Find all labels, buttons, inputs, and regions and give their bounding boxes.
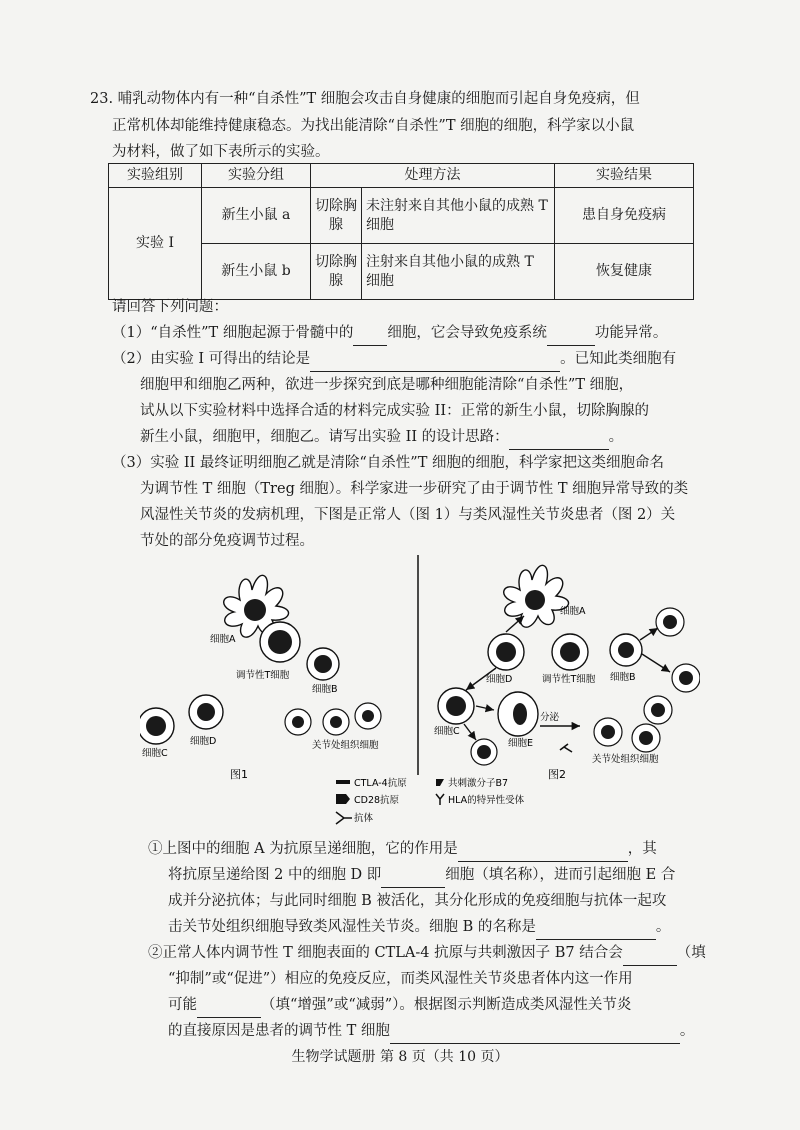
fig2-small-cell-icon <box>471 739 497 765</box>
fig2-dendritic-cell-icon <box>504 565 569 627</box>
answer-blank[interactable] <box>509 431 609 450</box>
treat-cell: 注射来自其他小鼠的成熟 T 细胞 <box>362 244 555 300</box>
question-3-line3: 风湿性关节炎的发病机理，下图是正常人（图 1）与类风湿性关节炎患者（图 2）关 <box>140 507 676 523</box>
sub1-line2: 将抗原呈递给图 2 中的细胞 D 即 细胞（填名称），进而引起细胞 E 合 <box>168 862 728 888</box>
answer-blank[interactable] <box>381 869 445 888</box>
fig2-label-c: 细胞C <box>434 726 460 737</box>
cd28-legend-icon <box>336 794 350 804</box>
treat-cell: 未注射来自其他小鼠的成熟 T 细胞 <box>362 188 555 244</box>
fig1-label-a: 细胞A <box>210 634 236 645</box>
answer-blank[interactable] <box>197 999 261 1018</box>
page-footer: 生物学试题册 第 8 页（共 10 页） <box>291 1049 509 1065</box>
op-cell: 切除胸腺 <box>311 188 362 244</box>
header-group: 实验组别 <box>109 164 202 188</box>
legend-ctla4: CTLA-4抗原 <box>354 778 407 789</box>
op-cell: 切除胸腺 <box>311 244 362 300</box>
legend-b7: 共刺激分子B7 <box>448 778 509 789</box>
fig2-label-e: 细胞E <box>508 738 534 749</box>
sub1-line3: 成并分泌抗体；与此同时细胞 B 被活化，其分化形成的免疫细胞与抗体一起攻 <box>168 893 667 909</box>
question-1: （1）“自杀性”T 细胞起源于骨髓中的 细胞，它会导致免疫系统 功能异常。 <box>112 320 732 346</box>
table-row <box>109 188 694 244</box>
answer-prompt: 请回答下列问题： <box>112 299 228 315</box>
answer-blank[interactable] <box>390 1025 680 1044</box>
fig1-label-c: 细胞C <box>142 748 168 759</box>
sub1-line4: 击关节处组织细胞导致类风湿性关节炎。细胞 B 的名称是 。 <box>168 914 728 940</box>
sub1-line1: ①上图中的细胞 A 为抗原呈递细胞，它的作用是 ，其 <box>148 836 728 862</box>
result-cell: 患自身免疫病 <box>555 188 694 244</box>
fig2-label-b: 细胞B <box>610 672 636 683</box>
q23-stem-line1: 23. 哺乳动物体内有一种“自杀性”T 细胞会攻击自身健康的细胞而引起自身免疫病，但 <box>90 91 640 107</box>
question-2-line3: 试从以下实验材料中选择合适的材料完成实验 II：正常的新生小鼠，切除胸腺的 <box>140 403 650 419</box>
answer-blank[interactable] <box>547 327 595 346</box>
header-result: 实验结果 <box>555 164 694 188</box>
legend-cd28: CD28抗原 <box>354 795 400 806</box>
answer-blank[interactable] <box>353 327 387 346</box>
fig1-label-joint: 关节处组织细胞 <box>312 740 379 751</box>
fig1-caption: 图1 <box>230 768 248 781</box>
result-cell: 恢复健康 <box>555 244 694 300</box>
subject-cell: 新生小鼠 a <box>202 188 311 244</box>
fig2-cell-d-icon <box>488 634 524 670</box>
q23-stem-line2: 正常机体却能维持健康稳态。为找出能清除“自杀性”T 细胞的细胞，科学家以小鼠 <box>112 118 635 134</box>
sub2-line2: “抑制”或“促进”）相应的免疫反应，而类风湿性关节炎患者体内这一作用 <box>168 971 633 987</box>
answer-blank[interactable] <box>536 921 656 940</box>
fig2-label-a: 细胞A <box>560 606 586 617</box>
sub2-line3: 可能 （填“增强”或“减弱”）。根据图示判断造成类风湿性关节炎 <box>168 992 728 1018</box>
fig1-cell-d-icon <box>189 695 223 729</box>
fig1-label-b: 细胞B <box>312 684 338 695</box>
header-subgroup: 实验分组 <box>202 164 311 188</box>
question-3-line1: （3）实验 II 最终证明细胞乙就是清除“自杀性”T 细胞的细胞，科学家把这类细胞命名 <box>112 455 665 471</box>
sub2-line4: 的直接原因是患者的调节性 T 细胞 。 <box>168 1018 728 1044</box>
answer-blank[interactable] <box>623 947 677 966</box>
antibody-legend-icon <box>336 812 352 824</box>
figure-legend <box>336 777 525 824</box>
hla-receptor-legend-icon <box>436 794 444 805</box>
fig2-cell-e-icon <box>498 692 538 736</box>
fig1-cell-c-icon <box>140 708 174 744</box>
fig2-label-joint: 关节处组织细胞 <box>592 754 659 765</box>
experiment-table <box>108 163 694 300</box>
legend-hla: HLA的特异性受体 <box>448 795 525 806</box>
fig1-label-d: 细胞D <box>190 736 217 747</box>
question-2-line2: 细胞甲和细胞乙两种，欲进一步探究到底是哪种细胞能清除“自杀性”T 细胞， <box>140 377 634 393</box>
ctla4-legend-icon <box>336 780 350 784</box>
answer-blank[interactable] <box>310 353 560 372</box>
b7-legend-icon <box>436 779 444 786</box>
fig2-caption: 图2 <box>548 768 566 781</box>
question-2-line1: （2）由实验 I 可得出的结论是 。已知此类细胞有 <box>112 346 732 372</box>
question-3-line4: 节处的部分免疫调节过程。 <box>140 533 314 549</box>
fig2-label-secrete: 分泌 <box>540 712 560 723</box>
answer-blank[interactable] <box>458 843 628 862</box>
fig2-joint-cells-icon <box>594 718 660 752</box>
fig2-label-d: 细胞D <box>486 674 513 685</box>
question-3-line2: 为调节性 T 细胞（Treg 细胞）。科学家进一步研究了由于调节性 T 细胞异常导致的类 <box>140 481 689 497</box>
fig2-treg-cell-icon <box>552 634 588 670</box>
fig1-joint-cells-icon <box>285 703 381 735</box>
fig2-effector-cells-icon <box>644 608 700 724</box>
fig2-antibody-icon <box>560 744 572 752</box>
fig1-label-treg: 调节性T细胞 <box>236 670 290 681</box>
sub2-line1: ②正常人体内调节性 T 细胞表面的 CTLA-4 抗原与共刺激因子 B7 结合会 （填 <box>148 940 738 966</box>
fig2-cell-b-icon <box>610 634 642 666</box>
legend-antibody: 抗体 <box>354 813 374 824</box>
fig2-cell-c-icon <box>438 688 474 724</box>
fig1-cell-b-icon <box>307 648 339 680</box>
fig1-treg-cell-icon <box>260 622 300 662</box>
immune-figure <box>140 550 700 830</box>
group-cell: 实验 I <box>109 188 202 300</box>
question-2-line4: 新生小鼠，细胞甲，细胞乙。请写出实验 II 的设计思路： 。 <box>140 424 740 450</box>
q23-stem-line3: 为材料，做了如下表所示的实验。 <box>112 144 330 160</box>
fig2-label-treg: 调节性T细胞 <box>542 674 596 685</box>
header-method: 处理方法 <box>311 164 555 188</box>
table-header-row <box>109 164 694 188</box>
subject-cell: 新生小鼠 b <box>202 244 311 300</box>
